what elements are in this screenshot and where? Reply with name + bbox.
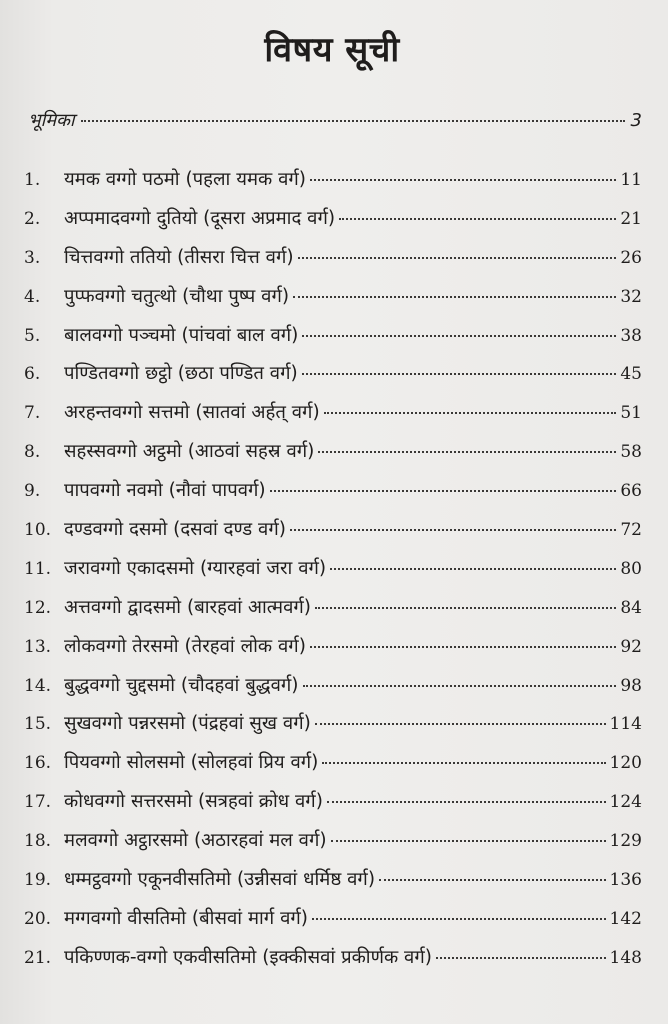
dot-leader [303,685,617,687]
page-title: विषय सूची [264,30,400,70]
entry-page-number: 26 [620,247,642,268]
entry-page-number: 72 [620,520,642,541]
entry-page-number: 129 [609,831,642,852]
entry-number: 6. [24,364,41,385]
toc-entry [22,477,642,516]
entry-number: 13. [24,636,52,657]
entry-title: बालवग्गो पञ्चमो (पांचवां बाल वर्ग) [64,324,299,346]
entry-number: 1. [24,170,41,190]
toc-entry [22,749,642,788]
toc-entry [22,555,642,594]
toc-entry [22,905,642,944]
toc-entry [22,788,642,827]
toc-entry [22,322,642,361]
toc-entry [22,594,642,633]
entry-title: जरावग्गो एकादसमो (ग्यारहवां जरा वर्ग) [64,557,327,579]
entry-title: यमक वग्गो पठमो (पहला यमक वर्ग) [64,169,307,190]
entry-title: चित्तवग्गो ततियो (तीसरा चित्त वर्ग) [64,246,294,268]
toc-intro-row [22,108,642,138]
entry-page-number: 142 [609,908,642,929]
toc-entry [22,827,642,866]
dot-leader [270,490,617,492]
toc-entry [22,438,642,477]
entry-number: 7. [24,403,41,424]
entry-number: 4. [24,286,41,307]
entry-number: 3. [24,247,41,268]
entry-page-number: 136 [609,870,642,891]
intro-page-number: 3 [630,110,642,131]
entry-page-number: 148 [609,947,642,968]
dot-leader [298,257,617,259]
toc-entry [22,866,642,905]
entry-page-number: 45 [620,364,642,385]
toc-entry [22,244,642,283]
toc-entry [22,399,642,438]
dot-leader [436,957,606,959]
entry-page-number: 32 [620,286,642,307]
toc-entry [22,944,642,983]
entry-page-number: 51 [620,403,642,424]
entry-title: पण्डितवग्गो छट्ठो (छठा पण्डित वर्ग) [64,363,298,385]
entry-page-number: 98 [620,675,642,696]
entry-number: 9. [24,481,41,502]
dot-leader [327,801,606,803]
entry-title: कोधवग्गो सत्तरसमो (सत्रहवां क्रोध वर्ग) [64,791,323,813]
entry-number: 2. [24,208,41,229]
entry-number: 16. [24,753,52,774]
entry-page-number: 84 [620,597,642,618]
dot-leader [331,840,606,842]
entry-page-number: 58 [620,442,642,463]
entry-number: 20. [24,908,52,929]
entry-page-number: 124 [609,792,642,813]
dot-leader [290,529,616,531]
dot-leader [81,120,625,122]
entry-number: 19. [24,870,52,891]
entry-title: सुखवग्गो पन्नरसमो (पंद्रहवां सुख वर्ग) [64,713,311,735]
entry-title: सहस्सवग्गो अट्ठमो (आठवां सहस्र वर्ग) [64,441,315,463]
toc-entry [22,205,642,244]
entry-title: मलवग्गो अट्ठारसमो (अठारहवां मल वर्ग) [64,830,327,852]
entry-number: 15. [24,714,52,735]
entry-page-number: 66 [620,481,642,502]
entry-title: बुद्धवग्गो चुद्दसमो (चौदहवां बुद्धवर्ग) [64,674,299,696]
toc-entry [22,516,642,555]
entry-title: अरहन्तवग्गो सत्तमो (सातवां अर्हत् वर्ग) [64,402,320,424]
dot-leader [318,451,616,453]
dot-leader [310,179,616,181]
entry-page-number: 80 [620,558,642,579]
dot-leader [379,879,606,881]
entry-number: 8. [24,442,41,463]
toc-entry [22,360,642,399]
entry-page-number: 92 [620,636,642,657]
dot-leader [330,568,616,570]
entry-number: 11. [24,558,52,579]
toc-entry [22,710,642,749]
entry-title: पापवग्गो नवमो (नौवां पापवर्ग) [64,480,266,502]
toc-entry [22,672,642,711]
entry-page-number: 120 [609,753,642,774]
dot-leader [312,918,606,920]
dot-leader [324,412,617,414]
toc-entry-list [22,166,642,983]
entry-title: पकिण्णक-वग्गो एकवीसतिमो (इक्कीसवां प्रकीर्णक वर्ग) [64,946,432,968]
entry-page-number: 11 [620,170,642,190]
toc-entry [22,283,642,322]
entry-title: पियवग्गो सोलसमो (सोलहवां प्रिय वर्ग) [64,752,319,774]
dot-leader [322,762,605,764]
entry-number: 21. [24,947,52,968]
dot-leader [302,335,616,337]
entry-number: 5. [24,325,41,346]
entry-page-number: 114 [609,714,642,735]
entry-title: पुप्फवग्गो चतुत्थो (चौथा पुष्प वर्ग) [64,285,290,307]
entry-title: अत्तवग्गो द्वादसमो (बारहवां आत्मवर्ग) [64,596,311,618]
entry-title: दण्डवग्गो दसमो (दसवां दण्ड वर्ग) [64,519,286,541]
entry-number: 17. [24,792,52,813]
entry-title: धम्मट्ठवग्गो एकूनवीसतिमो (उन्नीसवां धर्मिष्ठ वर्ग) [64,869,376,891]
intro-label: भूमिका [28,110,75,131]
dot-leader [315,607,616,609]
toc-entry [22,166,642,205]
dot-leader [315,723,606,725]
entry-title: मग्गवग्गो वीसतिमो (बीसवां मार्ग वर्ग) [64,907,309,929]
dot-leader [293,296,616,298]
entry-number: 12. [24,597,52,618]
toc-entry [22,633,642,672]
entry-number: 14. [24,675,52,696]
entry-number: 18. [24,831,52,852]
entry-page-number: 21 [620,208,642,229]
entry-page-number: 38 [620,325,642,346]
dot-leader [302,373,617,375]
entry-number: 10. [24,520,52,541]
entry-title: अप्पमादवग्गो दुतियो (दूसरा अप्रमाद वर्ग) [64,207,336,229]
dot-leader [310,646,616,648]
entry-title: लोकवग्गो तेरसमो (तेरहवां लोक वर्ग) [64,635,306,657]
dot-leader [339,218,616,220]
